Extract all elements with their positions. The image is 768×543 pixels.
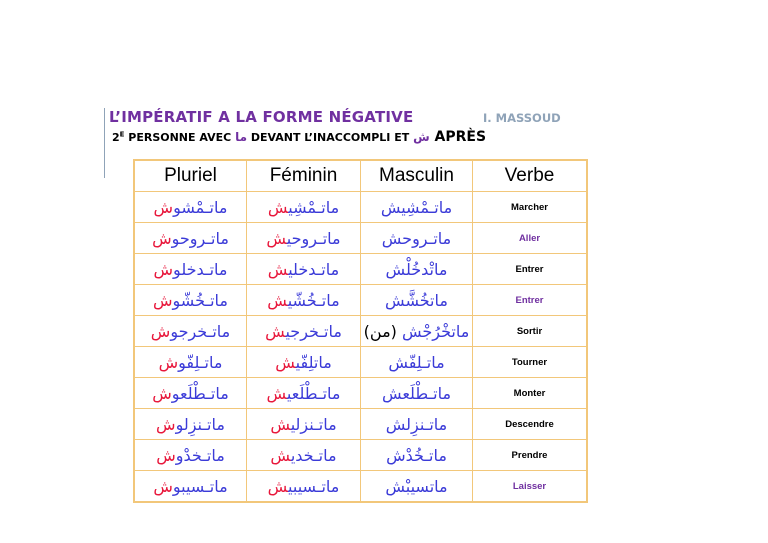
- cell-pluriel-stem: ماتـخدْو: [175, 445, 225, 465]
- cell-feminin: [247, 285, 361, 316]
- cell-pluriel: [134, 192, 247, 223]
- cell-feminin-stem: ماتـطْلَعي: [286, 383, 341, 403]
- cell-pluriel: [134, 223, 247, 254]
- cell-pluriel-stem: ماتـمْشو: [173, 197, 228, 217]
- cell-pluriel-stem: ماتـسيبو: [172, 476, 228, 496]
- author-name: I. MASSOUD: [483, 111, 561, 125]
- cell-feminin-stem: ماتـخدي: [290, 445, 337, 465]
- cell-masculin: [361, 316, 473, 347]
- cell-feminin-stem: ماتلِفّي: [295, 352, 332, 372]
- cell-feminin-suffix: ش: [266, 228, 287, 248]
- cell-verbe: Descendre: [473, 409, 588, 440]
- table-row: [134, 192, 587, 223]
- cell-pluriel-stem: ماتـدخلو: [173, 259, 228, 279]
- table-header-row: [134, 160, 587, 192]
- table-row: [134, 347, 587, 378]
- cell-masculin: [361, 409, 473, 440]
- cell-masculin-stem: ماتخْرُجْش: [401, 321, 470, 341]
- cell-pluriel: [134, 440, 247, 471]
- cell-feminin: [247, 378, 361, 409]
- cell-pluriel-suffix: ش: [153, 259, 174, 279]
- cell-masculin-stem: ماتسيبْش: [385, 476, 448, 496]
- header-masculin: Masculin: [361, 160, 473, 192]
- cell-feminin: [247, 316, 361, 347]
- cell-feminin-suffix: ش: [267, 476, 289, 496]
- cell-pluriel-suffix: ش: [156, 414, 176, 434]
- cell-pluriel-stem: ماتـروحو: [171, 228, 229, 248]
- subtitle-sup: E: [119, 130, 125, 139]
- cell-pluriel-suffix: ش: [158, 352, 179, 372]
- cell-pluriel: [134, 254, 247, 285]
- cell-feminin-suffix: ش: [267, 197, 289, 217]
- cell-pluriel-stem: ماتـلِفّو: [178, 352, 223, 372]
- cell-pluriel: [134, 285, 247, 316]
- cell-masculin: [361, 223, 473, 254]
- cell-masculin-stem: ماتـمْشِيش: [380, 197, 453, 217]
- cell-masculin-stem: ماتـلِفّش: [388, 352, 445, 372]
- cell-masculin-stem: ماتـروحش: [381, 228, 452, 248]
- subtitle-number: 2: [112, 131, 120, 144]
- cell-pluriel: [134, 347, 247, 378]
- cell-verbe: Aller: [473, 223, 588, 254]
- cell-pluriel-suffix: ش: [156, 445, 176, 465]
- cell-feminin-suffix: ش: [265, 321, 286, 341]
- cell-feminin: [247, 471, 361, 503]
- header-verbe: Verbe: [473, 160, 588, 192]
- conjugation-table: [133, 159, 588, 503]
- table-row: [134, 378, 587, 409]
- cell-masculin-preposition: (من): [363, 321, 397, 341]
- cell-verbe: Entrer: [473, 285, 588, 316]
- cell-feminin-suffix: ش: [275, 352, 296, 372]
- cell-pluriel-suffix: ش: [152, 228, 172, 248]
- cell-pluriel-suffix: ش: [153, 290, 173, 310]
- subtitle-arabic-ma: ما: [235, 130, 247, 144]
- cell-feminin: [247, 347, 361, 378]
- cell-feminin-stem: ماتـمْشِي: [288, 197, 340, 217]
- cell-feminin: [247, 440, 361, 471]
- cell-masculin: [361, 347, 473, 378]
- table-row: [134, 409, 587, 440]
- cell-pluriel-suffix: ش: [153, 476, 173, 496]
- table-row: [134, 471, 587, 503]
- table-row: [134, 440, 587, 471]
- cell-masculin-stem: ماتـخُدْش: [386, 445, 447, 465]
- left-accent-line: [104, 108, 105, 178]
- cell-pluriel-stem: ماتـخرجو: [170, 321, 231, 341]
- cell-pluriel-stem: ماتـنزِلو: [175, 414, 225, 434]
- cell-pluriel: [134, 409, 247, 440]
- table-row: [134, 254, 587, 285]
- cell-masculin: [361, 471, 473, 503]
- cell-masculin: [361, 192, 473, 223]
- header-pluriel: Pluriel: [134, 160, 247, 192]
- cell-feminin-stem: ماتـروحي: [286, 228, 341, 248]
- cell-masculin: [361, 254, 473, 285]
- cell-feminin-stem: ماتـدخلي: [288, 259, 340, 279]
- cell-feminin: [247, 223, 361, 254]
- cell-masculin: [361, 440, 473, 471]
- cell-verbe: Monter: [473, 378, 588, 409]
- subtitle-text-1: PERSONNE AVEC: [124, 131, 236, 144]
- cell-masculin-stem: ماتخُشَّش: [385, 290, 448, 310]
- subtitle-text-2: DEVANT L’INACCOMPLI ET: [247, 131, 414, 144]
- cell-masculin-stem: ماتْدخُلْش: [385, 259, 448, 279]
- cell-verbe: Entrer: [473, 254, 588, 285]
- cell-pluriel-suffix: ش: [152, 383, 172, 403]
- cell-masculin: [361, 378, 473, 409]
- page-subtitle: [112, 129, 486, 145]
- cell-verbe: Tourner: [473, 347, 588, 378]
- cell-feminin-suffix: ش: [270, 445, 291, 465]
- cell-pluriel: [134, 378, 247, 409]
- cell-pluriel-stem: ماتـخُشّو: [172, 290, 228, 310]
- page-title: L’IMPÉRATIF A LA FORME NÉGATIVE: [109, 108, 414, 126]
- subtitle-arabic-shin: ش: [413, 130, 430, 144]
- table-row: [134, 316, 587, 347]
- cell-verbe: Prendre: [473, 440, 588, 471]
- cell-feminin-suffix: ش: [266, 383, 287, 403]
- cell-feminin: [247, 254, 361, 285]
- cell-feminin-stem: ماتـخرجي: [285, 321, 342, 341]
- header-feminin: Féminin: [247, 160, 361, 192]
- cell-pluriel-stem: ماتـطْلَعو: [171, 383, 229, 403]
- cell-masculin-stem: ماتـنزِلش: [385, 414, 448, 434]
- cell-pluriel-suffix: ش: [153, 197, 174, 217]
- cell-feminin-suffix: ش: [267, 290, 288, 310]
- cell-feminin-stem: ماتـسيبي: [288, 476, 340, 496]
- cell-verbe: Sortir: [473, 316, 588, 347]
- table-row: [134, 285, 587, 316]
- cell-feminin-suffix: ش: [270, 414, 291, 434]
- cell-feminin: [247, 409, 361, 440]
- cell-pluriel-suffix: ش: [150, 321, 171, 341]
- subtitle-text-3: APRÈS: [429, 129, 487, 145]
- cell-masculin: [361, 285, 473, 316]
- table-row: [134, 223, 587, 254]
- cell-verbe: Marcher: [473, 192, 588, 223]
- cell-feminin-stem: ماتـنزلي: [290, 414, 337, 434]
- cell-verbe: Laisser: [473, 471, 588, 503]
- cell-pluriel: [134, 471, 247, 503]
- cell-feminin-stem: ماتـخُشّي: [287, 290, 340, 310]
- cell-feminin-suffix: ش: [267, 259, 289, 279]
- cell-feminin: [247, 192, 361, 223]
- cell-pluriel: [134, 316, 247, 347]
- cell-masculin-stem: ماتـطْلَعش: [381, 383, 452, 403]
